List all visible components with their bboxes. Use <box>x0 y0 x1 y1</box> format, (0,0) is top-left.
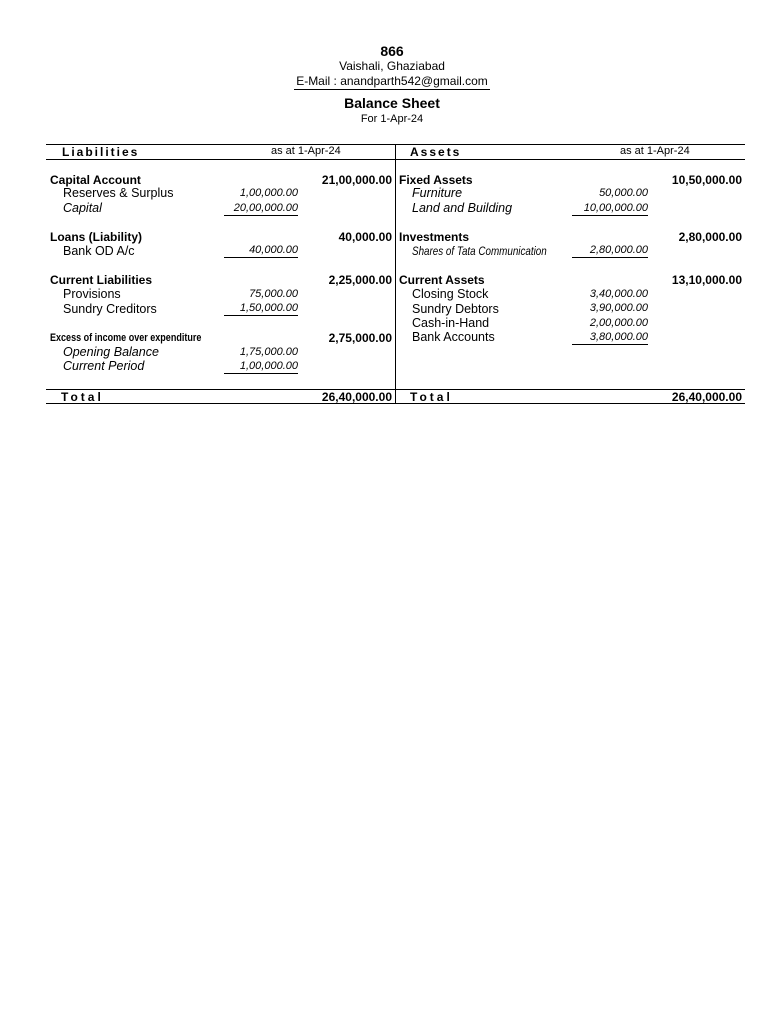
asset-item-amount: 3,90,000.00 <box>589 302 648 314</box>
liability-group-total: 2,75,000.00 <box>328 331 392 345</box>
assets-total-label: Total <box>410 390 453 404</box>
liability-group-capital-account: Capital Account <box>50 173 141 187</box>
asset-group-investments: Investments <box>399 230 470 244</box>
liabilities-total-amount: 26,40,000.00 <box>321 390 392 404</box>
liability-group-loans: Loans (Liability) <box>50 230 143 244</box>
company-name: 866 <box>380 43 404 59</box>
assets-total-amount: 26,40,000.00 <box>671 390 742 404</box>
liability-item-amount: 75,000.00 <box>249 288 298 300</box>
liability-group-total: 2,25,000.00 <box>328 273 392 287</box>
asset-item-amount: 2,80,000.00 <box>572 244 648 258</box>
liability-item-amount: 1,75,000.00 <box>239 346 298 358</box>
liability-item: Provisions <box>63 287 121 301</box>
liability-item: Current Period <box>63 359 145 373</box>
asset-item: Land and Building <box>412 201 513 215</box>
liabilities-column-header: Liabilities <box>62 145 140 159</box>
asset-item: Shares of Tata Communication <box>412 244 547 258</box>
liability-item: Capital <box>63 201 102 215</box>
email-text: E-Mail : anandparth542@gmail.com <box>296 74 488 88</box>
liability-item: Reserves & Surplus <box>63 186 174 200</box>
asset-group-total: 2,80,000.00 <box>678 230 742 244</box>
assets-column-header: Assets <box>410 145 462 159</box>
liability-group-current-liabilities: Current Liabilities <box>50 273 153 287</box>
asset-item: Closing Stock <box>412 287 489 301</box>
asset-group-total: 10,50,000.00 <box>671 173 742 187</box>
asset-item-amount: 2,00,000.00 <box>589 317 648 329</box>
liability-item-amount: 1,00,000.00 <box>239 187 298 199</box>
asset-group-fixed-assets: Fixed Assets <box>399 173 473 187</box>
liability-item-amount: 1,50,000.00 <box>224 302 298 316</box>
asset-item-amount: 3,40,000.00 <box>589 288 648 300</box>
liability-group-total: 40,000.00 <box>338 230 392 244</box>
report-title: Balance Sheet <box>344 95 440 111</box>
liability-item-amount: 1,00,000.00 <box>224 360 298 374</box>
company-address: Vaishali, Ghaziabad <box>339 59 445 73</box>
company-email <box>0 74 768 88</box>
center-divider <box>395 144 396 403</box>
asset-item: Cash-in-Hand <box>412 316 490 330</box>
liabilities-as-at: as at 1-Apr-24 <box>271 145 341 157</box>
asset-item: Furniture <box>412 186 463 200</box>
liability-item: Sundry Creditors <box>63 302 157 316</box>
liability-group-total: 21,00,000.00 <box>321 173 392 187</box>
liability-item: Bank OD A/c <box>63 244 135 258</box>
assets-as-at: as at 1-Apr-24 <box>620 145 690 157</box>
asset-item: Bank Accounts <box>412 330 495 344</box>
asset-item-amount: 10,00,000.00 <box>572 202 648 216</box>
liability-item-amount: 40,000.00 <box>224 244 298 258</box>
liability-group-excess-income: Excess of income over expenditure <box>50 332 202 344</box>
asset-group-current-assets: Current Assets <box>399 273 485 287</box>
report-period: For 1-Apr-24 <box>360 113 424 125</box>
liability-item: Opening Balance <box>63 345 159 359</box>
liability-item-amount: 20,00,000.00 <box>224 202 298 216</box>
liabilities-total-label: Total <box>61 390 104 404</box>
asset-item: Sundry Debtors <box>412 302 499 316</box>
asset-item-amount: 3,80,000.00 <box>572 331 648 345</box>
asset-item-amount: 50,000.00 <box>599 187 648 199</box>
asset-group-total: 13,10,000.00 <box>671 273 742 287</box>
